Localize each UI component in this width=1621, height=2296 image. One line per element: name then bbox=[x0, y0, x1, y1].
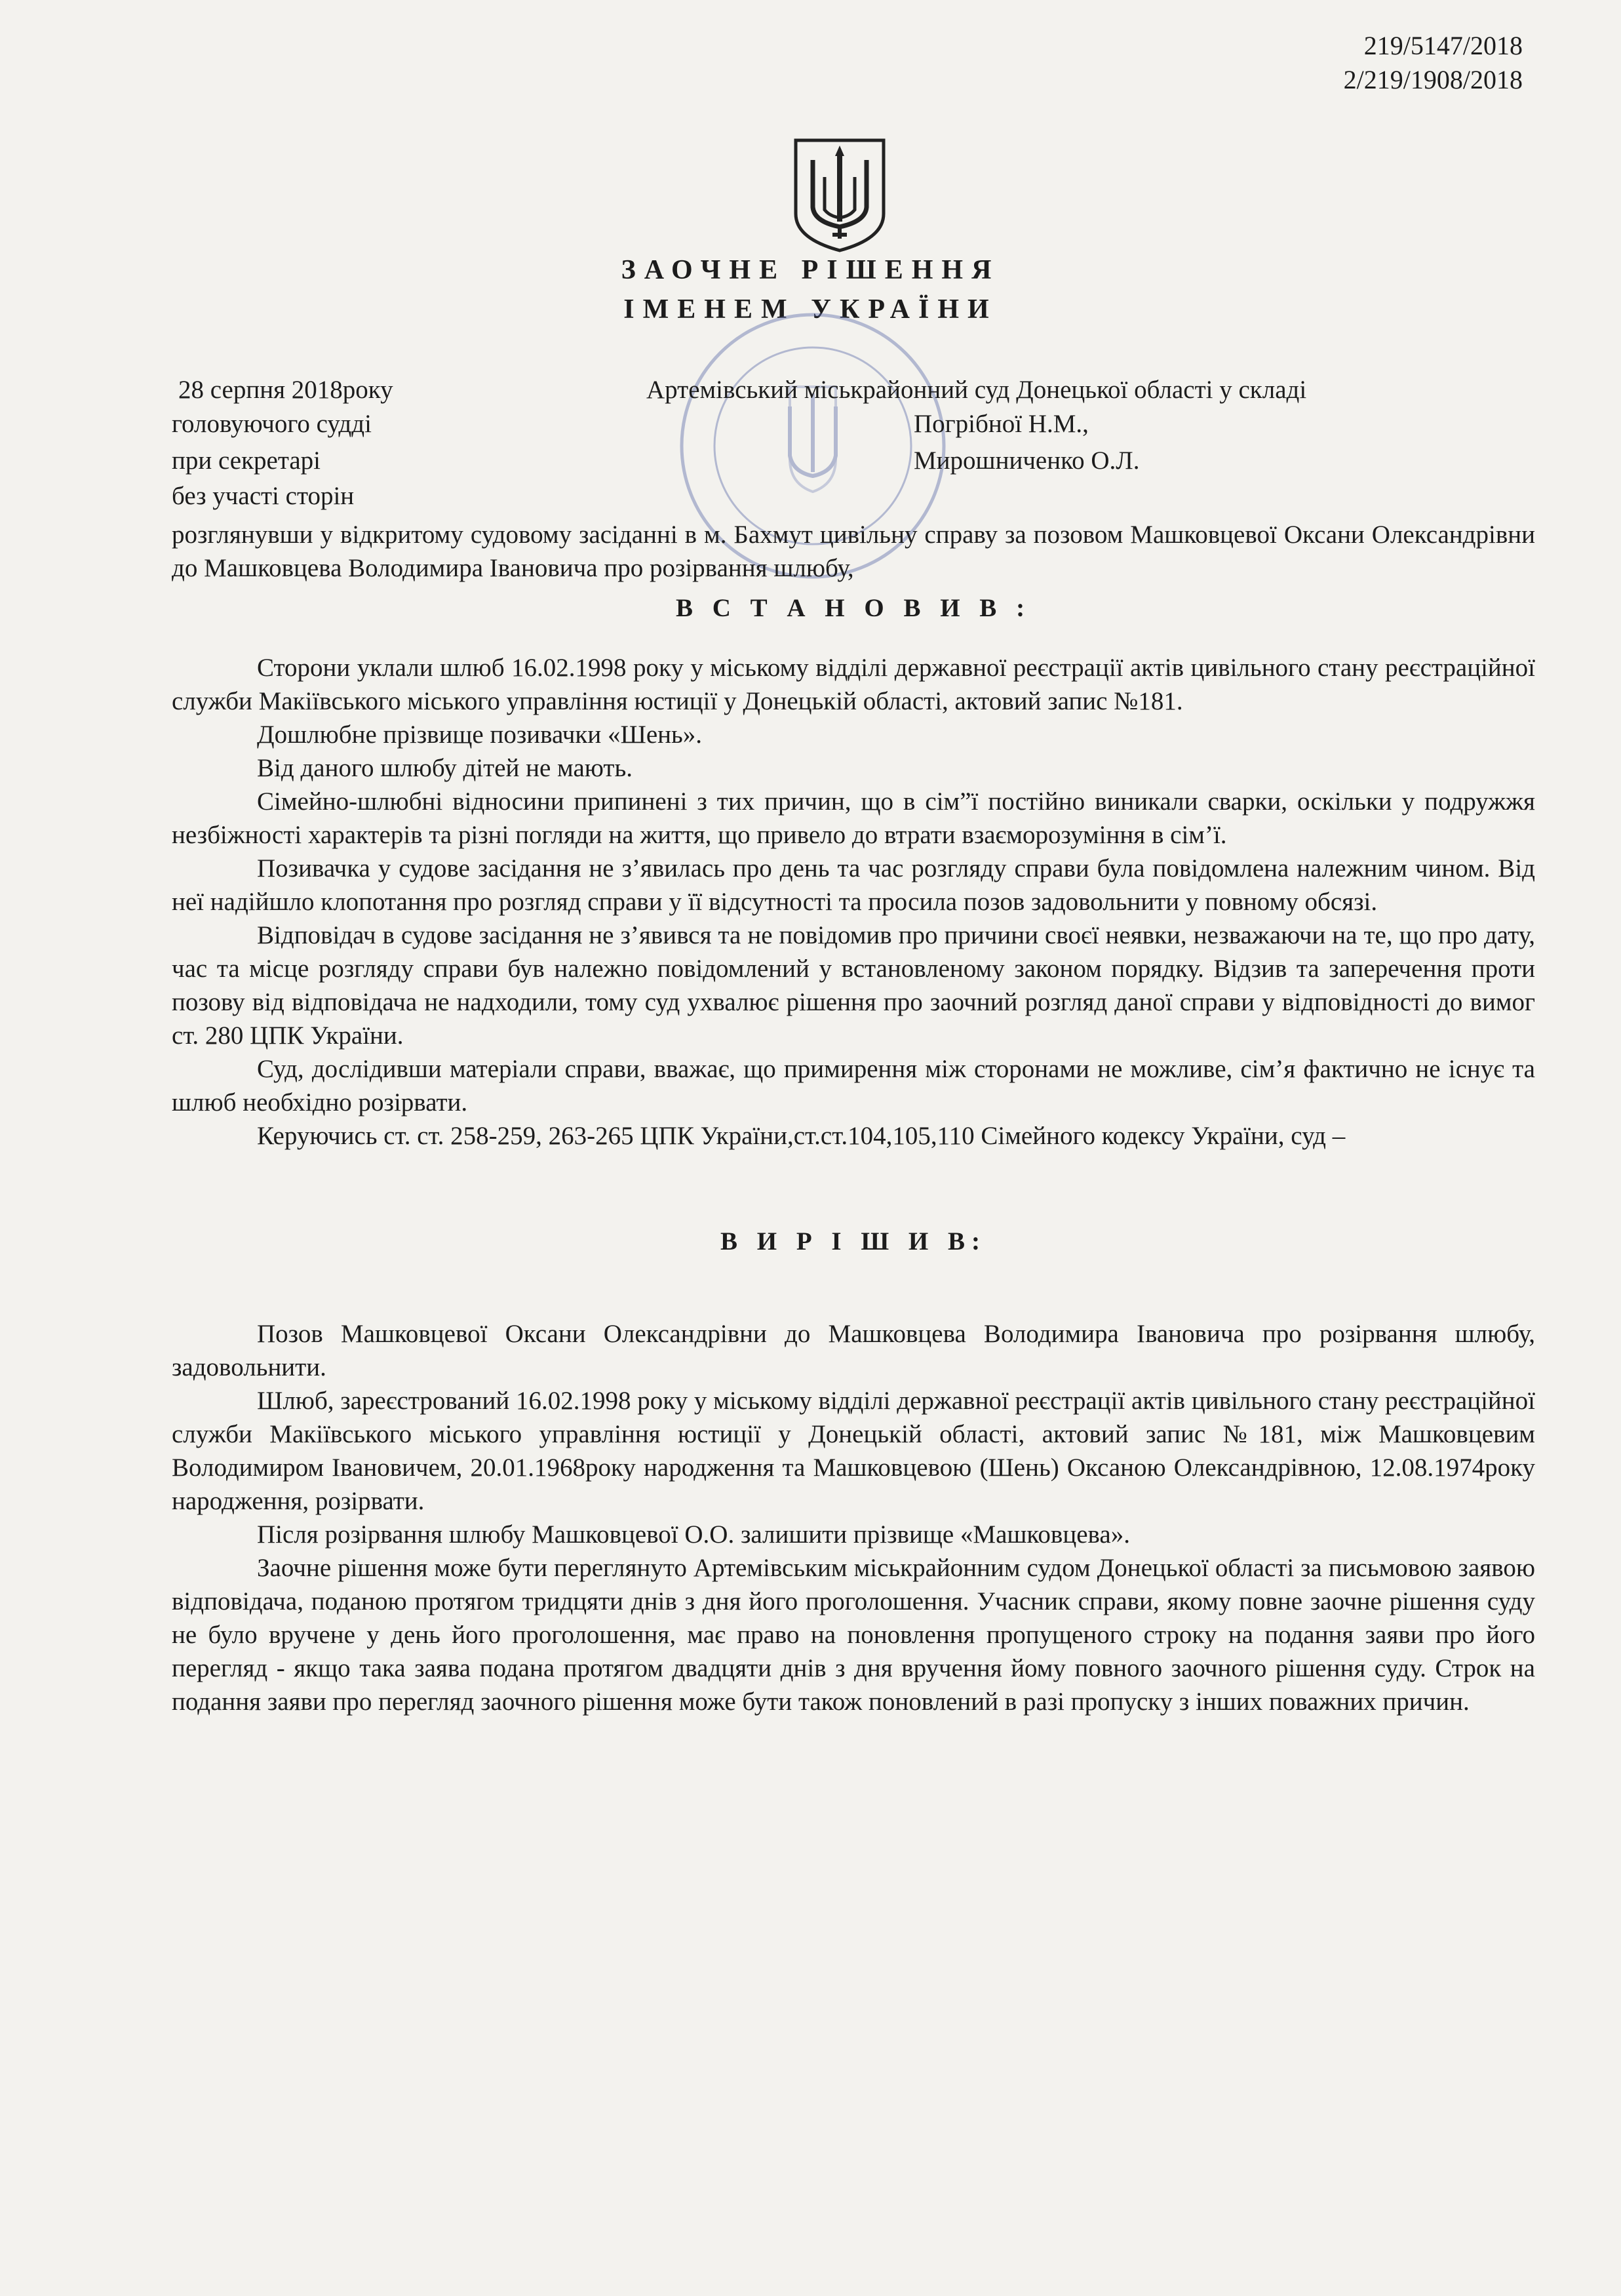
decided-heading: В И Р І Ш И В: bbox=[720, 1227, 986, 1256]
document-title: ЗАОЧНЕ РІШЕННЯ bbox=[621, 255, 1000, 285]
judge-name: Погрібної Н.М., bbox=[914, 410, 1089, 438]
paragraph-court-finding: Суд, дослідивши матеріали справи, вважає, що примирення між сторонами не можливе, сім’я фактично не існує та шлюб необхідно розірвати. bbox=[172, 1055, 1535, 1117]
judge-label: головуючого судді bbox=[172, 410, 372, 438]
secretary-name: Мирошниченко О.Л. bbox=[914, 446, 1140, 475]
parties-note: без участі сторін bbox=[172, 482, 355, 510]
paragraph-reasons: Сімейно-шлюбні відносини припинені з тих причин, що в сім”ї постійно виникали сварки, оскільки у подружжя незбіжності характерів та різні погляди на життя, що привело до втрати взаєморозуміння в сім’ї. bbox=[172, 787, 1535, 849]
paragraph-legal-basis: Керуючись ст. ст. 258-259, 263-265 ЦПК України,ст.ст.104,105,110 Сімейного кодексу України, суд – bbox=[257, 1122, 1346, 1150]
paragraph-claim-granted: Позов Машковцевої Оксани Олександрівни до Машковцева Володимира Івановича про розірвання шлюбу, задовольнити. bbox=[172, 1320, 1535, 1381]
document-subtitle: ІМЕНЕМ УКРАЇНИ bbox=[623, 294, 998, 325]
paragraph-children: Від даного шлюбу дітей не мають. bbox=[257, 754, 633, 782]
paragraph-defendant: Відповідач в судове засідання не з’явився та не повідомив про причини своєї неявки, незважаючи на те, що про дату, час та місце розгляду справи був належно повідомлений у встановленому законом порядку. Відзив та заперечення проти позову від відповідача не надходили, тому суд ухвалює рішення про заочний розгляд даної справи у відповідності до вимог ст. 280 ЦПК України. bbox=[172, 921, 1535, 1050]
paragraph-plaintiff: Позивачка у судове засідання не з’явилась про день та час розгляду справи була повідомлена належним чином. Від неї надійшло клопотання про розгляд справи у її відсутності та просила позов задовольнити у повному обсязі. bbox=[172, 854, 1535, 916]
case-numbers bbox=[1344, 29, 1523, 97]
secretary-label: при секретарі bbox=[172, 446, 321, 475]
trident-coat-of-arms-icon bbox=[792, 136, 888, 253]
established-heading: В С Т А Н О В И В : bbox=[675, 594, 1032, 622]
paragraph-review-rights: Заочне рішення може бути переглянуто Артемівським міськрайонним судом Донецької області за письмовою заявою відповідача, поданою протягом тридцяти днів з дня його проголошення. Учасник справи, якому повне заочне рішення суду не було вручене у день його проголошення, має право на поновлення пропущеного строку на подання заяви про його перегляд - якщо така заява подана протягом двадцяти днів з дня вручення йому повного заочного рішення суду. Строк на подання заяви про перегляд заочного рішення може бути також поновлений в разі пропуску з інших поважних причин. bbox=[172, 1554, 1535, 1716]
paragraph-surname: Після розірвання шлюбу Машковцевої О.О. залишити прізвище «Машковцева». bbox=[257, 1520, 1130, 1549]
case-number-2: 2/219/1908/2018 bbox=[1343, 65, 1523, 94]
decision-date: 28 серпня 2018року bbox=[178, 376, 393, 404]
paragraph-marriage: Сторони уклали шлюб 16.02.1998 року у міському відділі державної реєстрації актів цивільного стану реєстраційної служби Макіївського міського управління юстиції у Донецькій області, актовий запис №181. bbox=[172, 654, 1535, 715]
paragraph-maiden-name: Дошлюбне прізвище позивачки «Шень». bbox=[257, 721, 703, 749]
case-number-1: 219/5147/2018 bbox=[1363, 31, 1523, 60]
court-name: Артемівський міськрайонний суд Донецької області у складі bbox=[646, 376, 1307, 404]
intro-paragraph: розглянувши у відкритому судовому засіданні в м. Бахмут цивільну справу за позовом Машковцевої Оксани Олександрівни до Машковцева Володимира Івановича про розірвання шлюбу, bbox=[172, 521, 1535, 582]
paragraph-marriage-dissolved: Шлюб, зареєстрований 16.02.1998 року у міському відділі державної реєстрації актів цивільного стану реєстраційної служби Макіївського міського управління юстиції у Донецькій області, актовий запис №181, між Машковцевим Володимиром Івановичем, 20.01.1968року народження та Машковцевою (Шень) Оксаною Олександрівною, 12.08.1974року народження, розірвати. bbox=[172, 1387, 1535, 1515]
document-body bbox=[172, 518, 1535, 1718]
